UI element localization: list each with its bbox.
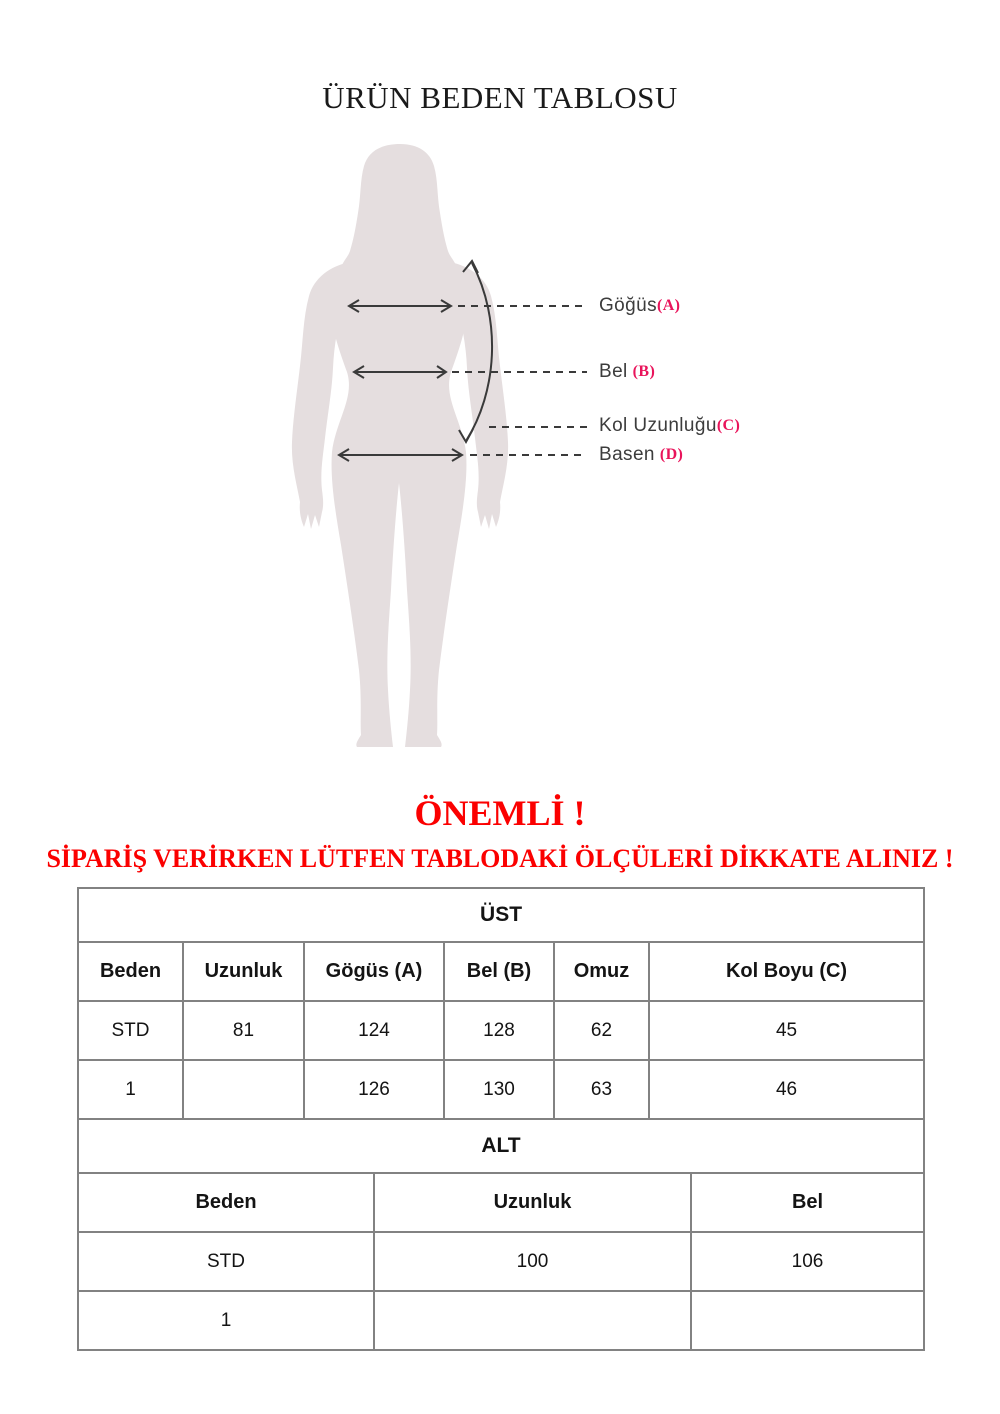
size-table — [77, 887, 923, 1351]
measurement-diagram — [0, 130, 1000, 780]
column-header: Omuz — [554, 942, 649, 1001]
hip-label-text: Basen — [599, 444, 655, 465]
column-header: Kol Boyu (C) — [649, 942, 924, 1001]
table-cell: 1 — [78, 1060, 183, 1119]
table-cell: 100 — [374, 1232, 691, 1291]
column-header: Uzunluk — [374, 1173, 691, 1232]
table-row — [78, 1060, 924, 1119]
table-cell — [183, 1060, 304, 1119]
table-cell: 130 — [444, 1060, 554, 1119]
table-cell — [374, 1291, 691, 1350]
waist-label-text: Bel — [599, 361, 628, 382]
column-header: Bel (B) — [444, 942, 554, 1001]
table-cell: 1 — [78, 1291, 374, 1350]
column-header: Beden — [78, 942, 183, 1001]
chest-label-text: Göğüs — [599, 295, 657, 316]
alt-header-row — [78, 1173, 924, 1232]
section-header-ust: ÜST — [78, 888, 924, 942]
waist-label-marker: (B) — [632, 363, 656, 380]
size-table-ust — [77, 887, 925, 1120]
arm-length-label-text: Kol Uzunluğu — [599, 415, 717, 436]
table-row — [78, 1232, 924, 1291]
waist-label — [599, 361, 655, 383]
arm-length-label-marker: (C) — [716, 417, 741, 434]
table-cell: 126 — [304, 1060, 444, 1119]
size-table-alt — [77, 1118, 925, 1351]
silhouette-body — [330, 144, 468, 747]
table-cell — [691, 1291, 924, 1350]
ust-header-row — [78, 942, 924, 1001]
table-cell: 45 — [649, 1001, 924, 1060]
table-cell: STD — [78, 1232, 374, 1291]
table-row — [78, 1001, 924, 1060]
table-row — [78, 1291, 924, 1350]
table-cell: 106 — [691, 1232, 924, 1291]
column-header: Gögüs (A) — [304, 942, 444, 1001]
table-cell: STD — [78, 1001, 183, 1060]
hip-label-marker: (D) — [659, 446, 684, 463]
important-heading: ÖNEMLİ ! — [414, 793, 586, 833]
table-cell: 46 — [649, 1060, 924, 1119]
warning-line: SİPARİŞ VERİRKEN LÜTFEN TABLODAKİ ÖLÇÜLERİ DİKKATE ALINIZ ! — [46, 844, 954, 873]
column-header: Uzunluk — [183, 942, 304, 1001]
arm-length-label — [599, 415, 740, 437]
chest-label-marker: (A) — [656, 297, 681, 314]
table-cell: 81 — [183, 1001, 304, 1060]
page-title: ÜRÜN BEDEN TABLOSU — [322, 80, 678, 115]
table-cell: 128 — [444, 1001, 554, 1060]
hip-label — [599, 444, 683, 466]
column-header: Bel — [691, 1173, 924, 1232]
female-silhouette — [292, 144, 508, 747]
table-cell: 124 — [304, 1001, 444, 1060]
column-header: Beden — [78, 1173, 374, 1232]
table-cell: 63 — [554, 1060, 649, 1119]
chest-label — [599, 295, 680, 317]
table-cell: 62 — [554, 1001, 649, 1060]
section-header-alt: ALT — [78, 1119, 924, 1173]
